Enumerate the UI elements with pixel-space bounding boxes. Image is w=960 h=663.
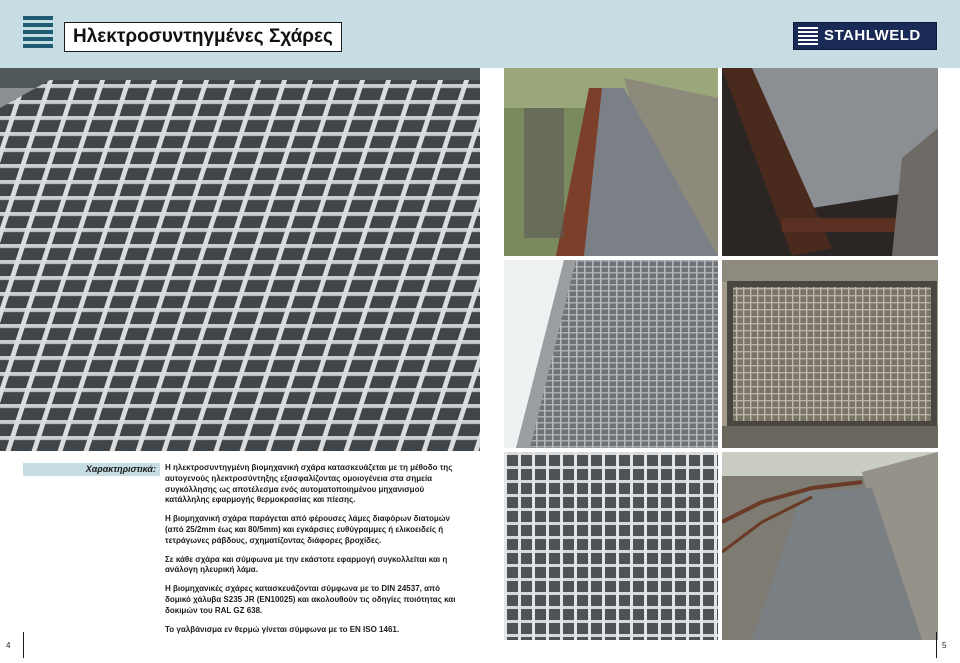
features-paragraph: Η βιομηχανική σχάρα παράγεται από φέρουσες λάμες διαφόρων διατομών (από 25/2mm έως και 80/5mm) και εγκάρσιες ευθύγραμμες ή ελικοειδείς ή τετράγωνες ράβδους, σχηματίζοντας διάφορες βροχίδες. (165, 514, 450, 545)
features-paragraph: Το γαλβάνισμα εν θερμώ γίνεται σύμφωνα με το EN ISO 1461. (165, 624, 400, 634)
features-label: Χαρακτηριστικά: (85, 464, 156, 474)
features-label-bar (23, 463, 160, 476)
page-number-left: 4 (6, 641, 11, 650)
page-divider-left (23, 632, 24, 658)
features-text (165, 463, 465, 643)
grating-floor-along-building-photo (504, 260, 718, 448)
grating-frame-over-ground-photo (722, 260, 938, 448)
features-paragraph: Η βιομηχανικές σχάρες κατασκευάζονται σύμφωνα με το DIN 24537, από δομικό χάλυβα S235 JR (EN10025) και ακολουθούν τις οδηγίες ποιότητας και δοκιμών του RAL GZ 638. (165, 584, 456, 615)
features-paragraph: Σε κάθε σχάρα και σύμφωνα με την εκάστοτε εφαρμογή συγκολλείται και η ανάλογη ηλευρική λάμα. (165, 554, 448, 575)
walkway-underside-photo (722, 68, 938, 256)
page-divider-right (936, 632, 937, 658)
page-number-right: 5 (942, 641, 947, 650)
walkway-along-wall-photo (504, 68, 718, 256)
grating-mesh-detail-photo (504, 452, 718, 640)
logo-stripes-icon (798, 27, 818, 45)
grating-closeup-photo (0, 68, 480, 451)
features-paragraph: Η ηλεκτροσυντηγμένη βιομηχανική σχάρα κατασκευάζεται με τη μέθοδο της αυτογενούς ηλεκτροσύντηξης εξασφαλίζοντας ομοιογένεια στα σημεία συγκόλλησης ως αποτέλεσμα ενός αυτοματοποιημένου μηχανισμού κατάλληλης εφαρμογής θερμοκρασίας και πίεσης. (165, 463, 453, 505)
menu-stripes-icon (23, 16, 53, 56)
stahlweld-logo (793, 22, 937, 50)
brand-name: STAHLWELD (824, 27, 921, 44)
curved-walkway-railing-photo (722, 452, 938, 640)
page-title: Ηλεκτροσυντηγμένες Σχάρες (64, 22, 342, 52)
